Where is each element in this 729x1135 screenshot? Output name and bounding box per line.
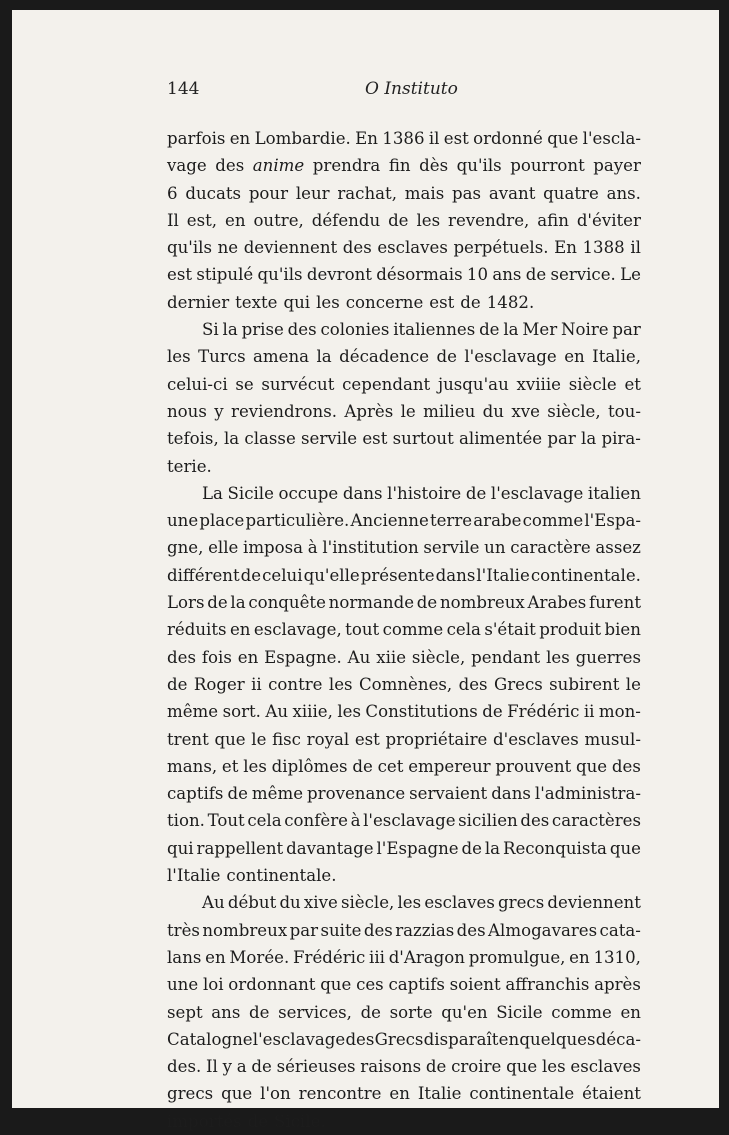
- journal-title: O Instituto: [365, 79, 458, 99]
- body-text: [167, 125, 641, 1135]
- text-line: tion. Tout cela confère à l'esclavage sicilien des caractères: [167, 811, 641, 831]
- text-line: nous y reviendrons. Après le milieu du xve siècle, tou-: [167, 401, 641, 421]
- page-number: 144: [167, 79, 200, 99]
- text-line: Lors de la conquête normande de nombreux Arabes furent: [167, 593, 641, 613]
- text-line: de Roger ii contre les Comnènes, des Grecs subirent le: [167, 674, 641, 694]
- text-line: vage des anime prendra fin dès qu'ils pourront payer: [167, 156, 641, 176]
- text-line: terie.: [167, 456, 212, 476]
- text-line: parfois en Lombardie. En 1386 il est ordonné que l'escla-: [167, 129, 641, 148]
- text-line: tefois, la classe servile est surtout alimentée par la pira-: [167, 429, 641, 449]
- text-line: Il est, en outre, défendu de les revendre, afin d'éviter: [167, 210, 641, 230]
- text-line: qui rappellent davantage l'Espagne de la Reconquista que: [167, 838, 641, 858]
- text-line: des fois en Espagne. Au xiie siècle, pendant les guerres: [167, 647, 641, 667]
- text-line: importés de Sicile.: [167, 1111, 326, 1131]
- text-line: même sort. Au xiiie, les Constitutions de Frédéric ii mon-: [167, 702, 641, 722]
- text-line: Si la prise des colonies italiennes de la Mer Noire par: [202, 320, 641, 340]
- text-line: les Turcs amena la décadence de l'esclavage en Italie,: [167, 347, 641, 367]
- book-page: [12, 10, 719, 1131]
- text-line: gne, elle imposa à l'institution servile un caractère assez: [167, 538, 641, 558]
- text-line: Catalogne l'esclavage des Grecs disparaît en quelques déca-: [167, 1029, 641, 1049]
- text-line: sept ans de services, de sorte qu'en Sicile comme en: [167, 1002, 641, 1022]
- text-line: dernier texte qui les concerne est de 1482.: [167, 292, 535, 312]
- text-line: différent de celui qu'elle présente dans l'Italie continentale.: [167, 565, 641, 585]
- text-line: des. Il y a de sérieuses raisons de croire que les esclaves: [167, 1057, 641, 1077]
- text-line: très nombreux par suite des razzias des Almogavares cata-: [167, 920, 641, 940]
- text-line: une loi ordonnant que ces captifs soient affranchis après: [167, 975, 641, 995]
- text-line: l'Italie continentale.: [167, 866, 337, 886]
- text-line: qu'ils ne deviennent des esclaves perpétuels. En 1388 il: [167, 238, 641, 258]
- text-line: grecs que l'on rencontre en Italie continentale étaient: [167, 1084, 641, 1104]
- text-line: réduits en esclavage, tout comme cela s'était produit bien: [167, 620, 641, 640]
- text-line: mans, et les diplômes de cet empereur prouvent que des: [167, 756, 641, 776]
- text-line: captifs de même provenance servaient dans l'administra-: [167, 784, 641, 804]
- text-line: celui-ci se survécut cependant jusqu'au xviiie siècle et: [167, 374, 641, 394]
- text-line: Au début du xive siècle, les esclaves grecs deviennent: [202, 893, 641, 913]
- text-line: trent que le fisc royal est propriétaire d'esclaves musul-: [167, 729, 641, 749]
- text-line: 6 ducats pour leur rachat, mais pas avant quatre ans.: [167, 183, 641, 203]
- text-line: une place particulière. Ancienne terre arabe comme l'Espa-: [167, 511, 641, 531]
- running-head: [167, 79, 473, 103]
- text-line: est stipulé qu'ils devront désormais 10 ans de service. Le: [167, 265, 641, 285]
- text-line: lans en Morée. Frédéric iii d'Aragon promulgue, en 1310,: [167, 947, 641, 967]
- text-line: La Sicile occupe dans l'histoire de l'esclavage italien: [202, 483, 641, 503]
